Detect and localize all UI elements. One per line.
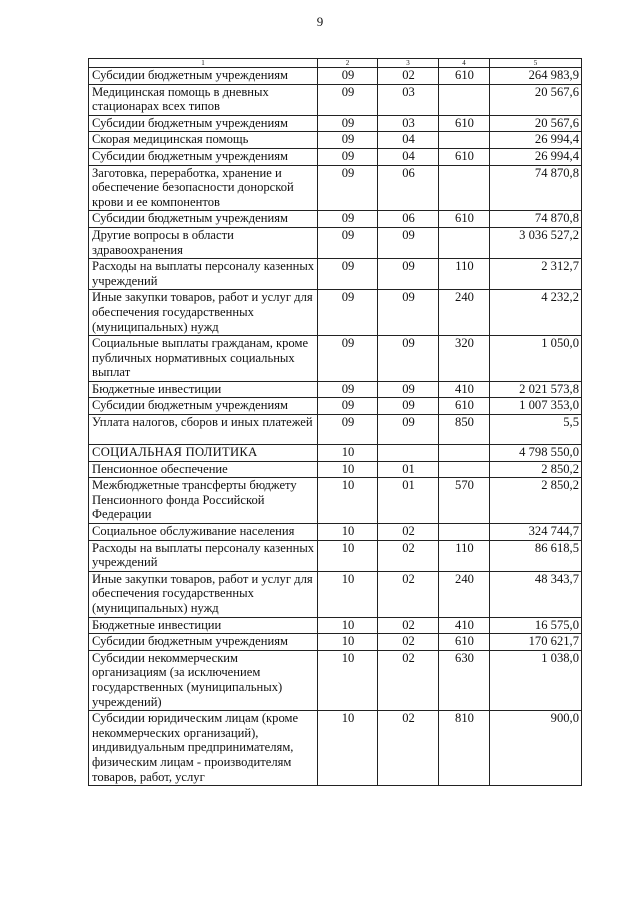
row-section-code: 09	[318, 68, 378, 85]
row-subsection-code: 03	[378, 84, 439, 115]
row-name: Медицинская помощь в дневных стационарах всех типов	[89, 84, 318, 115]
row-subsection-code: 09	[378, 227, 439, 258]
row-name: Социальные выплаты гражданам, кроме публичных нормативных социальных выплат	[89, 336, 318, 382]
row-subsection-code	[378, 445, 439, 462]
row-expense-type-code: 240	[439, 290, 490, 336]
row-amount: 1 038,0	[490, 650, 582, 710]
row-section-code: 09	[318, 381, 378, 398]
table-row	[89, 259, 582, 290]
row-section-code: 10	[318, 445, 378, 462]
row-subsection-code: 04	[378, 132, 439, 149]
table-row	[89, 84, 582, 115]
table-row	[89, 571, 582, 617]
row-amount: 2 312,7	[490, 259, 582, 290]
row-section-code: 09	[318, 132, 378, 149]
row-amount: 86 618,5	[490, 540, 582, 571]
table-row	[89, 478, 582, 524]
row-amount: 3 036 527,2	[490, 227, 582, 258]
row-subsection-code: 04	[378, 148, 439, 165]
table-row	[89, 336, 582, 382]
row-name: Скорая медицинская помощь	[89, 132, 318, 149]
row-expense-type-code: 570	[439, 478, 490, 524]
table-row	[89, 650, 582, 710]
row-expense-type-code: 110	[439, 259, 490, 290]
row-amount: 74 870,8	[490, 211, 582, 228]
row-section-code: 10	[318, 461, 378, 478]
row-expense-type-code	[439, 524, 490, 541]
row-name: Межбюджетные трансферты бюджету Пенсионного фонда Российской Федерации	[89, 478, 318, 524]
row-amount: 2 850,2	[490, 461, 582, 478]
row-section-code: 09	[318, 227, 378, 258]
row-amount: 74 870,8	[490, 165, 582, 211]
row-subsection-code: 02	[378, 634, 439, 651]
row-section-code: 10	[318, 634, 378, 651]
row-section-code: 10	[318, 571, 378, 617]
row-amount: 16 575,0	[490, 617, 582, 634]
row-amount: 170 621,7	[490, 634, 582, 651]
row-subsection-code: 03	[378, 115, 439, 132]
row-expense-type-code: 630	[439, 650, 490, 710]
table-row	[89, 617, 582, 634]
row-name: Субсидии некоммерческим организациям (за исключением государственных (муниципальных) учреждений)	[89, 650, 318, 710]
row-expense-type-code: 320	[439, 336, 490, 382]
row-name: Социальное обслуживание населения	[89, 524, 318, 541]
row-name: СОЦИАЛЬНАЯ ПОЛИТИКА	[89, 445, 318, 462]
row-subsection-code: 09	[378, 398, 439, 415]
row-expense-type-code: 610	[439, 115, 490, 132]
row-section-code: 10	[318, 524, 378, 541]
row-subsection-code: 02	[378, 540, 439, 571]
row-section-code: 09	[318, 398, 378, 415]
row-name: Субсидии бюджетным учреждениям	[89, 68, 318, 85]
row-expense-type-code: 810	[439, 711, 490, 786]
row-expense-type-code: 110	[439, 540, 490, 571]
table-row	[89, 290, 582, 336]
table-row	[89, 68, 582, 85]
table-row	[89, 540, 582, 571]
row-subsection-code: 02	[378, 524, 439, 541]
row-expense-type-code: 610	[439, 211, 490, 228]
budget-table	[88, 58, 582, 786]
table-row	[89, 634, 582, 651]
row-subsection-code: 09	[378, 381, 439, 398]
row-subsection-code: 01	[378, 461, 439, 478]
row-section-code: 10	[318, 540, 378, 571]
row-name: Субсидии бюджетным учреждениям	[89, 115, 318, 132]
table-row	[89, 115, 582, 132]
row-section-code: 09	[318, 259, 378, 290]
table-row	[89, 148, 582, 165]
row-expense-type-code	[439, 84, 490, 115]
row-name: Иные закупки товаров, работ и услуг для обеспечения государственных (муниципальных) нужд	[89, 571, 318, 617]
row-section-code: 10	[318, 617, 378, 634]
row-name: Субсидии бюджетным учреждениям	[89, 211, 318, 228]
row-subsection-code: 02	[378, 711, 439, 786]
column-header-subsection: 3	[378, 59, 439, 68]
table-row	[89, 227, 582, 258]
row-name: Пенсионное обеспечение	[89, 461, 318, 478]
row-name: Субсидии юридическим лицам (кроме некоммерческих организаций), индивидуальным предпринимателям, физическим лицам - производителям товаров, работ, услуг	[89, 711, 318, 786]
row-amount: 4 232,2	[490, 290, 582, 336]
row-name: Субсидии бюджетным учреждениям	[89, 398, 318, 415]
row-section-code: 09	[318, 148, 378, 165]
row-amount: 20 567,6	[490, 115, 582, 132]
row-amount: 1 050,0	[490, 336, 582, 382]
row-amount: 2 850,2	[490, 478, 582, 524]
row-section-code: 10	[318, 711, 378, 786]
table-row	[89, 524, 582, 541]
row-section-code: 09	[318, 165, 378, 211]
row-amount: 26 994,4	[490, 148, 582, 165]
table-row	[89, 165, 582, 211]
row-expense-type-code: 410	[439, 617, 490, 634]
row-name: Субсидии бюджетным учреждениям	[89, 148, 318, 165]
row-subsection-code: 09	[378, 259, 439, 290]
row-expense-type-code	[439, 461, 490, 478]
row-expense-type-code: 610	[439, 68, 490, 85]
table-row	[89, 132, 582, 149]
row-expense-type-code: 610	[439, 634, 490, 651]
column-header-expense-type: 4	[439, 59, 490, 68]
row-amount: 48 343,7	[490, 571, 582, 617]
table-row	[89, 398, 582, 415]
row-subsection-code: 09	[378, 336, 439, 382]
row-amount: 20 567,6	[490, 84, 582, 115]
row-amount: 900,0	[490, 711, 582, 786]
table-row	[89, 211, 582, 228]
row-section-code: 09	[318, 336, 378, 382]
column-number-row	[89, 59, 582, 68]
row-expense-type-code: 240	[439, 571, 490, 617]
row-subsection-code: 02	[378, 650, 439, 710]
row-section-code: 09	[318, 115, 378, 132]
table-row	[89, 445, 582, 462]
table-row	[89, 415, 582, 445]
table-header	[89, 59, 582, 68]
row-name: Уплата налогов, сборов и иных платежей	[89, 415, 318, 445]
row-subsection-code: 06	[378, 165, 439, 211]
row-amount: 26 994,4	[490, 132, 582, 149]
row-expense-type-code	[439, 227, 490, 258]
row-name: Субсидии бюджетным учреждениям	[89, 634, 318, 651]
row-expense-type-code: 610	[439, 148, 490, 165]
row-section-code: 09	[318, 415, 378, 445]
row-expense-type-code: 610	[439, 398, 490, 415]
row-name: Бюджетные инвестиции	[89, 381, 318, 398]
row-amount: 2 021 573,8	[490, 381, 582, 398]
table-body	[89, 68, 582, 786]
row-expense-type-code	[439, 165, 490, 211]
row-expense-type-code	[439, 445, 490, 462]
row-amount: 1 007 353,0	[490, 398, 582, 415]
column-header-section: 2	[318, 59, 378, 68]
row-amount: 264 983,9	[490, 68, 582, 85]
row-name: Бюджетные инвестиции	[89, 617, 318, 634]
row-expense-type-code: 410	[439, 381, 490, 398]
row-subsection-code: 06	[378, 211, 439, 228]
row-subsection-code: 02	[378, 617, 439, 634]
page-number: 9	[316, 14, 324, 29]
row-amount: 5,5	[490, 415, 582, 445]
row-expense-type-code: 850	[439, 415, 490, 445]
row-section-code: 09	[318, 84, 378, 115]
column-header-amount: 5	[490, 59, 582, 68]
table-row	[89, 381, 582, 398]
row-section-code: 10	[318, 478, 378, 524]
row-name: Расходы на выплаты персоналу казенных учреждений	[89, 540, 318, 571]
row-section-code: 10	[318, 650, 378, 710]
row-amount: 4 798 550,0	[490, 445, 582, 462]
table-row	[89, 711, 582, 786]
table-row	[89, 461, 582, 478]
row-subsection-code: 09	[378, 290, 439, 336]
row-subsection-code: 02	[378, 68, 439, 85]
row-section-code: 09	[318, 211, 378, 228]
column-header-name: 1	[89, 59, 318, 68]
row-expense-type-code	[439, 132, 490, 149]
row-subsection-code: 09	[378, 415, 439, 445]
row-name: Иные закупки товаров, работ и услуг для обеспечения государственных (муниципальных) нужд	[89, 290, 318, 336]
row-name: Другие вопросы в области здравоохранения	[89, 227, 318, 258]
row-subsection-code: 02	[378, 571, 439, 617]
row-amount: 324 744,7	[490, 524, 582, 541]
row-subsection-code: 01	[378, 478, 439, 524]
row-name: Расходы на выплаты персоналу казенных учреждений	[89, 259, 318, 290]
row-name: Заготовка, переработка, хранение и обеспечение безопасности донорской крови и ее компонентов	[89, 165, 318, 211]
row-section-code: 09	[318, 290, 378, 336]
